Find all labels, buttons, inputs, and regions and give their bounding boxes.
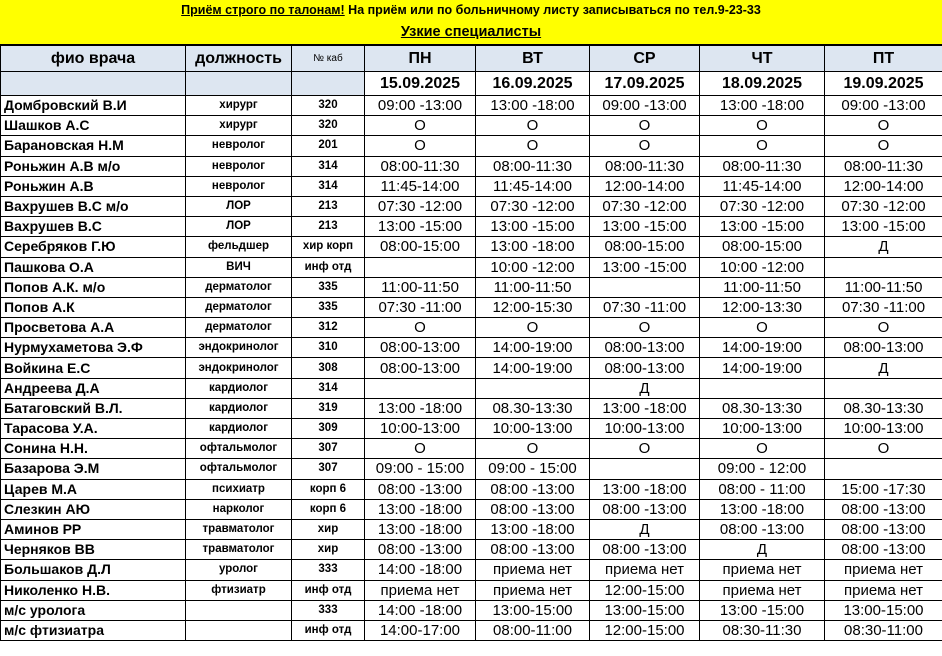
schedule-cell: 10:00-13:00 [365, 419, 476, 439]
schedule-cell: О [476, 136, 590, 156]
day-header: ВТ [476, 46, 590, 72]
table-row [1, 358, 942, 378]
schedule-cell: О [476, 116, 590, 136]
schedule-cell: приема нет [825, 560, 942, 580]
doctor-name: Базарова Э.М [1, 459, 186, 479]
schedule-cell: 13:00 -15:00 [700, 600, 825, 620]
cabinet-number: хир [292, 519, 365, 539]
schedule-cell: О [365, 136, 476, 156]
schedule-cell: 08:00-15:00 [700, 237, 825, 257]
schedule-cell: 12:00-14:00 [590, 176, 700, 196]
schedule-table [0, 45, 942, 641]
schedule-cell: 14:00-19:00 [476, 338, 590, 358]
doctor-name: Аминов РР [1, 519, 186, 539]
schedule-cell: 13:00 -18:00 [476, 96, 590, 116]
schedule-cell: 14:00 -18:00 [365, 560, 476, 580]
schedule-cell: О [365, 439, 476, 459]
doctor-position: офтальмолог [186, 439, 292, 459]
cabinet-number: 320 [292, 116, 365, 136]
table-row [1, 237, 942, 257]
schedule-cell: 08.30-13:30 [476, 398, 590, 418]
cabinet-number: 333 [292, 600, 365, 620]
schedule-cell: 12:00-13:30 [700, 297, 825, 317]
schedule-cell: Д [825, 358, 942, 378]
schedule-cell: 13:00 -18:00 [365, 519, 476, 539]
doctor-position: хирург [186, 116, 292, 136]
doctor-name: Черняков ВВ [1, 540, 186, 560]
schedule-cell: 13:00 -18:00 [365, 499, 476, 519]
subtitle: Узкие специалисты [400, 24, 542, 40]
doctor-position: эндокринолог [186, 358, 292, 378]
doctor-name: Войкина Е.С [1, 358, 186, 378]
doctor-name: Барановская Н.М [1, 136, 186, 156]
schedule-cell: 12:00-15:00 [590, 620, 700, 640]
schedule-cell: 11:00-11:50 [700, 277, 825, 297]
doctor-position: травматолог [186, 519, 292, 539]
cabinet-number: корп 6 [292, 499, 365, 519]
schedule-cell: 08:00-13:00 [365, 338, 476, 358]
schedule-cell: 08:30-11:00 [825, 620, 942, 640]
schedule-cell [825, 459, 942, 479]
notice-line [0, 3, 942, 17]
schedule-cell [590, 459, 700, 479]
doctor-position: ЛОР [186, 196, 292, 216]
doctor-name: Попов А.К [1, 297, 186, 317]
schedule-cell: О [825, 116, 942, 136]
schedule-cell: 13:00 -18:00 [590, 398, 700, 418]
schedule-cell: О [365, 318, 476, 338]
schedule-cell: 08:00-11:30 [825, 156, 942, 176]
date-header: 17.09.2025 [590, 72, 700, 96]
schedule-cell: 07:30 -12:00 [825, 196, 942, 216]
schedule-cell: 14:00 -18:00 [365, 600, 476, 620]
schedule-cell: 15:00 -17:30 [825, 479, 942, 499]
doctor-position: фтизиатр [186, 580, 292, 600]
table-row [1, 277, 942, 297]
day-header: ЧТ [700, 46, 825, 72]
schedule-cell: 09:00 -13:00 [365, 96, 476, 116]
schedule-cell: Д [590, 519, 700, 539]
schedule-cell [365, 378, 476, 398]
cabinet-number: 307 [292, 459, 365, 479]
table-row [1, 519, 942, 539]
table-row [1, 217, 942, 237]
col-position-header: должность [186, 46, 292, 72]
doctor-name: Пашкова О.А [1, 257, 186, 277]
date-header: 18.09.2025 [700, 72, 825, 96]
doctor-position: невролог [186, 176, 292, 196]
doctor-position: невролог [186, 136, 292, 156]
table-row [1, 479, 942, 499]
cabinet-number: инф отд [292, 620, 365, 640]
schedule-cell [590, 277, 700, 297]
schedule-cell: Д [825, 237, 942, 257]
schedule-cell: 08:00-11:30 [700, 156, 825, 176]
schedule-cell: 13:00 -18:00 [476, 519, 590, 539]
schedule-cell: О [476, 318, 590, 338]
schedule-cell: 13:00 -18:00 [476, 237, 590, 257]
schedule-cell: 07:30 -11:00 [825, 297, 942, 317]
doctor-name: Царев М.А [1, 479, 186, 499]
table-row [1, 318, 942, 338]
schedule-cell: 08:00 -13:00 [825, 519, 942, 539]
schedule-cell: Д [590, 378, 700, 398]
doctor-name: Роньжин А.В м/о [1, 156, 186, 176]
doctor-position: нарколог [186, 499, 292, 519]
cabinet-number: 314 [292, 378, 365, 398]
doctor-name: Нурмухаметова Э.Ф [1, 338, 186, 358]
schedule-cell: 14:00-19:00 [700, 358, 825, 378]
doctor-name: Батаговский В.Л. [1, 398, 186, 418]
schedule-cell: 11:45-14:00 [476, 176, 590, 196]
schedule-cell: 07:30 -12:00 [590, 196, 700, 216]
schedule-cell: 13:00 -15:00 [365, 217, 476, 237]
schedule-cell: 08:00 -13:00 [365, 479, 476, 499]
day-header: ПН [365, 46, 476, 72]
table-row [1, 196, 942, 216]
table-row [1, 580, 942, 600]
schedule-cell: 08:00-11:30 [590, 156, 700, 176]
doctor-position: ВИЧ [186, 257, 292, 277]
table-row [1, 600, 942, 620]
table-row [1, 257, 942, 277]
schedule-cell: 10:00-13:00 [700, 419, 825, 439]
date-header: 16.09.2025 [476, 72, 590, 96]
schedule-cell: 08:00 -13:00 [825, 540, 942, 560]
table-row [1, 378, 942, 398]
schedule-body [1, 96, 942, 641]
schedule-cell [825, 378, 942, 398]
schedule-cell [700, 378, 825, 398]
schedule-cell: 08:30-11:30 [700, 620, 825, 640]
doctor-name: Серебряков Г.Ю [1, 237, 186, 257]
blank-cell [292, 72, 365, 96]
doctor-name: Сонина Н.Н. [1, 439, 186, 459]
blank-cell [186, 72, 292, 96]
schedule-cell: приема нет [825, 580, 942, 600]
doctor-name: м/с фтизиатра [1, 620, 186, 640]
schedule-cell: 08:00 -13:00 [476, 540, 590, 560]
schedule-cell: 08:00 -13:00 [476, 499, 590, 519]
table-row [1, 116, 942, 136]
doctor-name: Николенко Н.В. [1, 580, 186, 600]
schedule-cell: приема нет [590, 560, 700, 580]
title-banner [0, 0, 942, 45]
doctor-position: психиатр [186, 479, 292, 499]
doctor-position: дерматолог [186, 318, 292, 338]
schedule-cell: 11:00-11:50 [476, 277, 590, 297]
table-row [1, 338, 942, 358]
schedule-cell: О [590, 439, 700, 459]
cabinet-number: 312 [292, 318, 365, 338]
schedule-cell: 13:00 -18:00 [700, 96, 825, 116]
schedule-cell: 09:00 - 15:00 [365, 459, 476, 479]
cabinet-number: 319 [292, 398, 365, 418]
date-header: 19.09.2025 [825, 72, 942, 96]
doctor-name: Роньжин А.В [1, 176, 186, 196]
schedule-cell: 09:00 - 12:00 [700, 459, 825, 479]
schedule-cell: 07:30 -11:00 [590, 297, 700, 317]
cabinet-number: 309 [292, 419, 365, 439]
day-header: ПТ [825, 46, 942, 72]
schedule-cell: 08:00-13:00 [825, 338, 942, 358]
doctor-position: ЛОР [186, 217, 292, 237]
doctor-position: травматолог [186, 540, 292, 560]
schedule-cell: 13:00 -18:00 [700, 499, 825, 519]
col-name-header: фио врача [1, 46, 186, 72]
schedule-cell: О [700, 136, 825, 156]
table-row [1, 459, 942, 479]
schedule-cell: 11:45-14:00 [365, 176, 476, 196]
schedule-cell [825, 257, 942, 277]
schedule-cell: 08.30-13:30 [700, 398, 825, 418]
schedule-cell: 12:00-15:30 [476, 297, 590, 317]
schedule-cell: 13:00 -18:00 [590, 479, 700, 499]
doctor-name: м/с уролога [1, 600, 186, 620]
table-row [1, 560, 942, 580]
schedule-cell: 10:00 -12:00 [476, 257, 590, 277]
cabinet-number: 335 [292, 297, 365, 317]
schedule-cell: О [590, 318, 700, 338]
schedule-cell: 08:00-11:00 [476, 620, 590, 640]
date-header: 15.09.2025 [365, 72, 476, 96]
cabinet-number: хир корп [292, 237, 365, 257]
schedule-cell: О [590, 116, 700, 136]
cabinet-number: 201 [292, 136, 365, 156]
schedule-cell: 13:00 -15:00 [590, 257, 700, 277]
schedule-cell: 08:00-13:00 [590, 358, 700, 378]
table-row [1, 419, 942, 439]
schedule-cell: приема нет [365, 580, 476, 600]
col-cabinet-header: № каб [292, 46, 365, 72]
schedule-cell: 08:00-11:30 [476, 156, 590, 176]
cabinet-number: хир [292, 540, 365, 560]
schedule-cell: 09:00 -13:00 [825, 96, 942, 116]
schedule-cell: 13:00 -18:00 [365, 398, 476, 418]
doctor-position: кардиолог [186, 398, 292, 418]
schedule-cell: приема нет [476, 580, 590, 600]
blank-cell [1, 72, 186, 96]
schedule-cell: 08.30-13:30 [825, 398, 942, 418]
table-row [1, 297, 942, 317]
schedule-cell: приема нет [476, 560, 590, 580]
table-row [1, 540, 942, 560]
schedule-cell: 08:00 -13:00 [365, 540, 476, 560]
cabinet-number: 335 [292, 277, 365, 297]
schedule-cell: О [825, 439, 942, 459]
cabinet-number: 314 [292, 156, 365, 176]
doctor-position: хирург [186, 96, 292, 116]
notice-underlined: Приём строго по талонам! [181, 3, 345, 17]
schedule-cell [365, 257, 476, 277]
doctor-name: Андреева Д.А [1, 378, 186, 398]
doctor-position [186, 600, 292, 620]
schedule-cell: 11:45-14:00 [700, 176, 825, 196]
day-header: СР [590, 46, 700, 72]
doctor-name: Вахрушев В.С м/о [1, 196, 186, 216]
table-row [1, 398, 942, 418]
schedule-cell: 07:30 -11:00 [365, 297, 476, 317]
table-row [1, 620, 942, 640]
cabinet-number: инф отд [292, 257, 365, 277]
cabinet-number: 310 [292, 338, 365, 358]
schedule-cell: Д [700, 540, 825, 560]
table-row [1, 136, 942, 156]
doctor-name: Попов А.К. м/о [1, 277, 186, 297]
doctor-name: Просветова А.А [1, 318, 186, 338]
doctor-position: кардиолог [186, 419, 292, 439]
schedule-cell: 08:00-13:00 [590, 338, 700, 358]
schedule-cell: 12:00-14:00 [825, 176, 942, 196]
schedule-cell: приема нет [700, 580, 825, 600]
schedule-cell: 10:00 -12:00 [700, 257, 825, 277]
schedule-cell: 08:00-15:00 [590, 237, 700, 257]
schedule-cell: 13:00-15:00 [825, 600, 942, 620]
schedule-cell: 08:00-11:30 [365, 156, 476, 176]
schedule-cell [476, 378, 590, 398]
schedule-cell: 09:00 - 15:00 [476, 459, 590, 479]
table-row [1, 156, 942, 176]
doctor-name: Слезкин АЮ [1, 499, 186, 519]
schedule-cell: 08:00 -13:00 [590, 540, 700, 560]
schedule-cell: О [476, 439, 590, 459]
schedule-cell: 08:00 -13:00 [590, 499, 700, 519]
schedule-cell: приема нет [700, 560, 825, 580]
schedule-cell: 11:00-11:50 [825, 277, 942, 297]
schedule-cell: 14:00-17:00 [365, 620, 476, 640]
schedule-cell: 08:00 -13:00 [476, 479, 590, 499]
schedule-cell: 13:00-15:00 [590, 600, 700, 620]
cabinet-number: 333 [292, 560, 365, 580]
schedule-cell: О [590, 136, 700, 156]
table-row [1, 499, 942, 519]
schedule-cell: О [365, 116, 476, 136]
cabinet-number: 320 [292, 96, 365, 116]
schedule-cell: О [700, 318, 825, 338]
schedule-cell: 13:00-15:00 [476, 600, 590, 620]
schedule-cell: 07:30 -12:00 [365, 196, 476, 216]
schedule-cell: 10:00-13:00 [825, 419, 942, 439]
schedule-cell: 13:00 -15:00 [476, 217, 590, 237]
schedule-cell: 08:00-13:00 [365, 358, 476, 378]
schedule-cell: 13:00 -15:00 [825, 217, 942, 237]
doctor-name: Домбровский В.И [1, 96, 186, 116]
schedule-cell: 09:00 -13:00 [590, 96, 700, 116]
cabinet-number: корп 6 [292, 479, 365, 499]
table-row [1, 96, 942, 116]
header-row [1, 46, 942, 72]
doctor-position: уролог [186, 560, 292, 580]
schedule-cell: 10:00-13:00 [590, 419, 700, 439]
doctor-name: Шашков А.С [1, 116, 186, 136]
schedule-cell: 10:00-13:00 [476, 419, 590, 439]
schedule-cell: 08:00 - 11:00 [700, 479, 825, 499]
cabinet-number: 307 [292, 439, 365, 459]
doctor-position: дерматолог [186, 297, 292, 317]
cabinet-number: инф отд [292, 580, 365, 600]
table-row [1, 439, 942, 459]
doctor-position: фельдшер [186, 237, 292, 257]
schedule-cell: 13:00 -15:00 [590, 217, 700, 237]
schedule-cell: О [700, 439, 825, 459]
schedule-cell: 08:00 -13:00 [700, 519, 825, 539]
doctor-position: эндокринолог [186, 338, 292, 358]
schedule-cell: 13:00 -15:00 [700, 217, 825, 237]
schedule-cell: 12:00-15:00 [590, 580, 700, 600]
cabinet-number: 213 [292, 217, 365, 237]
notice-rest: На приём или по больничному листу записываться по тел.9-23-33 [344, 3, 761, 17]
doctor-position: офтальмолог [186, 459, 292, 479]
table-row [1, 176, 942, 196]
schedule-cell: О [825, 136, 942, 156]
schedule-cell: 14:00-19:00 [700, 338, 825, 358]
schedule-cell: О [825, 318, 942, 338]
schedule-cell: 08:00 -13:00 [825, 499, 942, 519]
doctor-position [186, 620, 292, 640]
doctor-position: невролог [186, 156, 292, 176]
doctor-name: Большаков Д.Л [1, 560, 186, 580]
doctor-position: кардиолог [186, 378, 292, 398]
doctor-name: Вахрушев В.С [1, 217, 186, 237]
schedule-cell: 14:00-19:00 [476, 358, 590, 378]
schedule-cell: 11:00-11:50 [365, 277, 476, 297]
schedule-cell: 07:30 -12:00 [476, 196, 590, 216]
schedule-cell: 08:00-15:00 [365, 237, 476, 257]
cabinet-number: 308 [292, 358, 365, 378]
schedule-cell: О [700, 116, 825, 136]
date-row [1, 72, 942, 96]
cabinet-number: 213 [292, 196, 365, 216]
schedule-cell: 07:30 -12:00 [700, 196, 825, 216]
doctor-position: дерматолог [186, 277, 292, 297]
doctor-name: Тарасова У.А. [1, 419, 186, 439]
cabinet-number: 314 [292, 176, 365, 196]
